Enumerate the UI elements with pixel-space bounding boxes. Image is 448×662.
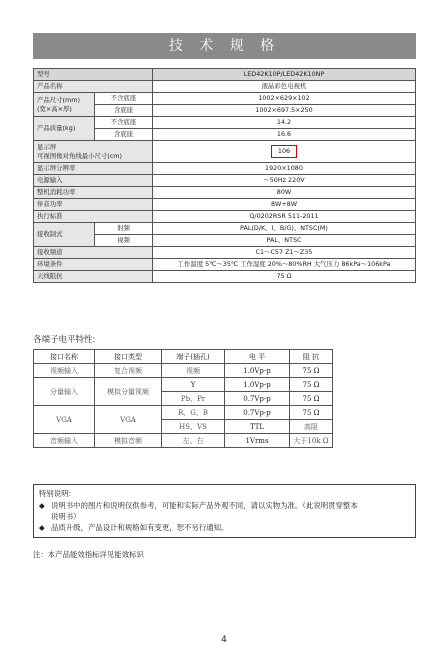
- notes-title: 特别说明:: [39, 489, 72, 498]
- port-component-in: 分量输入: [34, 378, 95, 406]
- diamond-bullet-icon: ◆: [39, 523, 45, 532]
- port-video-in: 视频输入: [34, 364, 95, 378]
- audio-power-value: 8W+8W: [153, 199, 416, 211]
- spec-row-power-consumption: [34, 187, 416, 199]
- standard-label: 执行标准: [34, 211, 153, 223]
- antenna-value: 75 Ω: [153, 271, 416, 283]
- screen-label-line2: 可视图像对角线最小尺寸(cm): [37, 151, 123, 160]
- size-no-base-label: 不含底座: [95, 93, 153, 105]
- env-label: 环境条件: [34, 259, 153, 271]
- port-pbpr-term: Pb、Pr: [162, 392, 225, 406]
- model-value: LED42K10P/LED42K10NP: [153, 69, 416, 81]
- power-consumption-value: 80W: [153, 187, 416, 199]
- power-input-label: 电源输入: [34, 175, 153, 187]
- ports-section-title: 各端子电平特性:: [33, 335, 96, 345]
- port-hsvs-level: TTL: [225, 420, 290, 434]
- screen-label: [34, 141, 153, 163]
- port-video-term: 视频: [162, 364, 225, 378]
- note-1-line1: 说明书中的图片和说明仅供参考，可能和实际产品外观不同，请以实物为准。（此说明贯穿整本: [51, 501, 358, 510]
- spec-row-model: [34, 69, 416, 81]
- port-hsvs-imp: 高阻: [290, 420, 333, 434]
- power-input-value: ～50Hz 220V: [153, 175, 416, 187]
- product-name-value: 液晶彩色电视机: [153, 81, 416, 93]
- note-1-text: [51, 500, 358, 522]
- video-value: PAL、NTSC: [153, 235, 416, 247]
- spec-row-standard: [34, 211, 416, 223]
- port-vga-in: VGA: [34, 406, 95, 434]
- size-with-base-label: 含底座: [95, 105, 153, 117]
- weight-with-base-label: 含底座: [95, 129, 153, 141]
- rf-label: 射频: [95, 223, 153, 235]
- page-title: 技 术 规 格: [33, 33, 416, 59]
- port-y-term: Y: [162, 378, 225, 392]
- port-video-level: 1.0Vp-p: [225, 364, 290, 378]
- standard-value: Q/0202RSR 511-2011: [153, 211, 416, 223]
- footnote: 注：本产品能效指标详见能效标识: [33, 550, 144, 559]
- weight-no-base-label: 不含底座: [95, 117, 153, 129]
- port-audio-in: 音频输入: [34, 434, 95, 448]
- port-pbpr-level: 0.7Vp-p: [225, 392, 290, 406]
- port-rgb-imp: 75 Ω: [290, 406, 333, 420]
- channel-value: C1～C57 Z1～Z35: [153, 247, 416, 259]
- port-video-imp: 75 Ω: [290, 364, 333, 378]
- spec-row-power-input: [34, 175, 416, 187]
- weight-with-base-value: 16.6: [153, 129, 416, 141]
- rf-value: PAL(D/K、I、B/G)、NTSC(M): [153, 223, 416, 235]
- receive-label: 接收制式: [34, 223, 95, 247]
- page-number: 4: [221, 635, 227, 645]
- port-audio-level: 1Vrms: [225, 434, 290, 448]
- spec-row-audio-power: [34, 199, 416, 211]
- weight-label: 产品质量(kg): [34, 117, 95, 141]
- size-no-base-value: 1002×629×102: [153, 93, 416, 105]
- port-hsvs-term: HS、VS: [162, 420, 225, 434]
- spec-row-weight-a: [34, 117, 416, 129]
- spec-row-resolution: [34, 163, 416, 175]
- resolution-value: 1920×1080: [153, 163, 416, 175]
- spec-row-channel: [34, 247, 416, 259]
- spec-row-product-name: [34, 81, 416, 93]
- antenna-label: 天线阻抗: [34, 271, 153, 283]
- port-rgb-term: R、G、B: [162, 406, 225, 420]
- size-label: [34, 93, 95, 117]
- table-row: [34, 378, 333, 392]
- diamond-bullet-icon: ◆: [39, 501, 45, 510]
- ports-header-row: [34, 350, 333, 364]
- port-audio-type: 模拟音频: [95, 434, 162, 448]
- screen-label-line1: 显示屏: [37, 142, 57, 151]
- screen-value-cell: [153, 141, 416, 163]
- port-audio-term: 左、右: [162, 434, 225, 448]
- spec-table: [33, 68, 416, 283]
- screen-value: 106: [271, 145, 297, 158]
- table-row: [34, 364, 333, 378]
- port-audio-imp: 大于10k Ω: [290, 434, 333, 448]
- spec-row-screen: [34, 141, 416, 163]
- power-consumption-label: 整机消耗功率: [34, 187, 153, 199]
- resolution-label: 显示屏分辨率: [34, 163, 153, 175]
- size-label-line2: (宽×高×厚): [37, 104, 72, 113]
- ports-header-impedance: 阻 抗: [290, 350, 333, 364]
- note-2-text: 品质升级，产品设计和规格如有变更，恕不另行通知。: [51, 523, 229, 532]
- note-bullet-1: [39, 500, 410, 522]
- spec-row-size-a: [34, 93, 416, 105]
- size-with-base-value: 1002×697.5×250: [153, 105, 416, 117]
- ports-header-type: 接口类型: [95, 350, 162, 364]
- note-1-line2: 说明书）: [51, 512, 81, 521]
- ports-header-name: 接口名称: [34, 350, 95, 364]
- port-rgb-level: 0.7Vp-p: [225, 406, 290, 420]
- port-y-level: 1.0Vp-p: [225, 378, 290, 392]
- weight-no-base-value: 14.2: [153, 117, 416, 129]
- ports-table: [33, 349, 333, 448]
- ports-header-level: 电 平: [225, 350, 290, 364]
- note-bullet-2: [39, 522, 410, 533]
- spec-row-env: [34, 259, 416, 271]
- size-label-line1: 产品尺寸(mm): [37, 95, 80, 104]
- spec-row-antenna: [34, 271, 416, 283]
- model-label: 型号: [34, 69, 153, 81]
- table-row: [34, 434, 333, 448]
- special-notes-box: [33, 484, 416, 538]
- table-row: [34, 406, 333, 420]
- video-label: 视频: [95, 235, 153, 247]
- env-value: 工作温度 5℃～35℃ 工作湿度 20%～80%RH 大气压力 86kPa～106kPa: [153, 259, 416, 271]
- port-composite: 复合视频: [95, 364, 162, 378]
- channel-label: 接收频道: [34, 247, 153, 259]
- port-vga-type: VGA: [95, 406, 162, 434]
- audio-power-label: 伴音功率: [34, 199, 153, 211]
- product-name-label: 产品名称: [34, 81, 153, 93]
- ports-header-terminal: 端子(插孔): [162, 350, 225, 364]
- port-y-imp: 75 Ω: [290, 378, 333, 392]
- port-component-type: 模拟分量视频: [95, 378, 162, 406]
- spec-row-receive-rf: [34, 223, 416, 235]
- port-pbpr-imp: 75 Ω: [290, 392, 333, 406]
